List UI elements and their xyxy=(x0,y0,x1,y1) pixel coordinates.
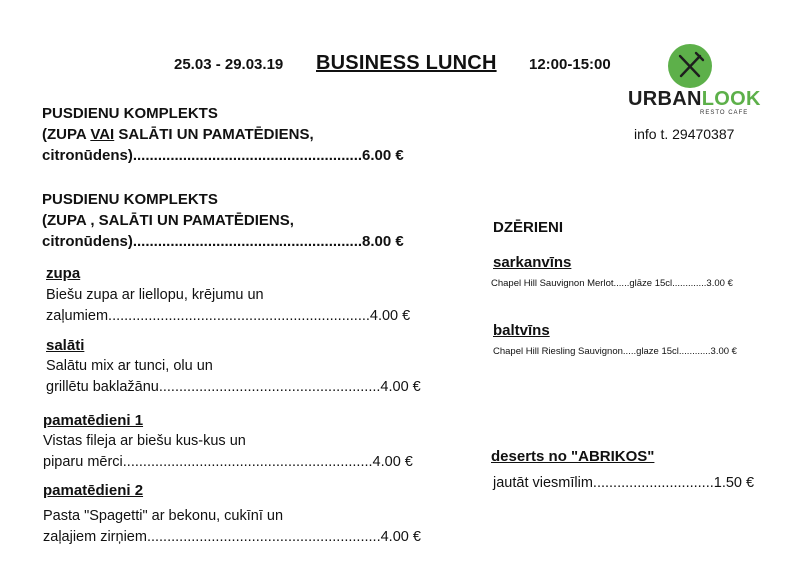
page-title: BUSINESS LUNCH xyxy=(316,52,497,74)
dessert-item: jautāt viesmīlim..............................1.50 € xyxy=(493,475,755,491)
main1-heading: pamatēdieni 1 xyxy=(43,412,144,429)
combo2-price: citronūdens).......................................................8.00 € xyxy=(42,233,404,250)
main2-desc: Pasta "Spagetti" ar bekonu, cukīnī un xyxy=(43,508,284,524)
white-wine-item: Chapel Hill Riesling Sauvignon.....glaze 15cl............3.00 € xyxy=(493,346,737,357)
salad-desc: Salātu mix ar tunci, olu un xyxy=(46,358,213,374)
salad-heading: salāti xyxy=(46,337,85,354)
combo2-title: PUSDIENU KOMPLEKTS xyxy=(42,191,218,208)
drinks-heading: DZĒRIENI xyxy=(493,219,564,236)
soup-price: zaļumiem.................................................................4.00 € xyxy=(46,308,411,324)
combo1-desc-or: VAI xyxy=(90,126,115,143)
white-wine-heading: baltvīns xyxy=(493,322,550,339)
brand-logo xyxy=(628,88,761,111)
date-range: 25.03 - 29.03.19 xyxy=(174,56,284,73)
main1-price: piparu mērci..............................................................4.00 € xyxy=(43,454,413,470)
main1-item xyxy=(43,431,413,473)
lunch-hours: 12:00-15:00 xyxy=(529,56,611,73)
main2-price: zaļajiem zirņiem..........................................................4.00 € xyxy=(43,529,421,545)
red-wine-item: Chapel Hill Sauvignon Merlot......glāze 15cl.............3.00 € xyxy=(491,278,733,289)
soup-item xyxy=(46,285,410,327)
combo1-section xyxy=(42,103,404,166)
combo1-title: PUSDIENU KOMPLEKTS xyxy=(42,105,218,122)
phone-info: info t. 29470387 xyxy=(634,126,735,142)
brand-tagline: RESTO CAFE xyxy=(700,110,749,116)
dessert-heading: deserts no "ABRIKOS" xyxy=(491,448,655,465)
combo2-desc: (ZUPA , SALĀTI UN PAMATĒDIENS, xyxy=(42,212,294,229)
combo1-desc-post: SALĀTI UN PAMATĒDIENS, xyxy=(114,126,314,143)
combo1-desc xyxy=(42,124,404,145)
salad-item xyxy=(46,356,421,398)
main2-heading: pamatēdieni 2 xyxy=(43,482,144,499)
soup-desc: Biešu zupa ar liellopu, krējumu un xyxy=(46,287,264,303)
combo2-section xyxy=(42,189,404,252)
combo1-desc-pre: (ZUPA xyxy=(42,126,91,143)
main1-desc: Vistas fileja ar biešu kus-kus un xyxy=(43,433,246,449)
soup-heading: zupa xyxy=(46,265,81,282)
brand-urban: URBAN xyxy=(628,88,702,110)
fork-knife-icon xyxy=(668,44,712,88)
red-wine-heading: sarkanvīns xyxy=(493,254,572,271)
salad-price: grillētu baklažānu.......................................................4.00 € xyxy=(46,379,421,395)
main2-item xyxy=(43,506,421,548)
brand-look: LOOK xyxy=(701,88,761,110)
combo1-price: citronūdens).......................................................6.00 € xyxy=(42,147,404,164)
